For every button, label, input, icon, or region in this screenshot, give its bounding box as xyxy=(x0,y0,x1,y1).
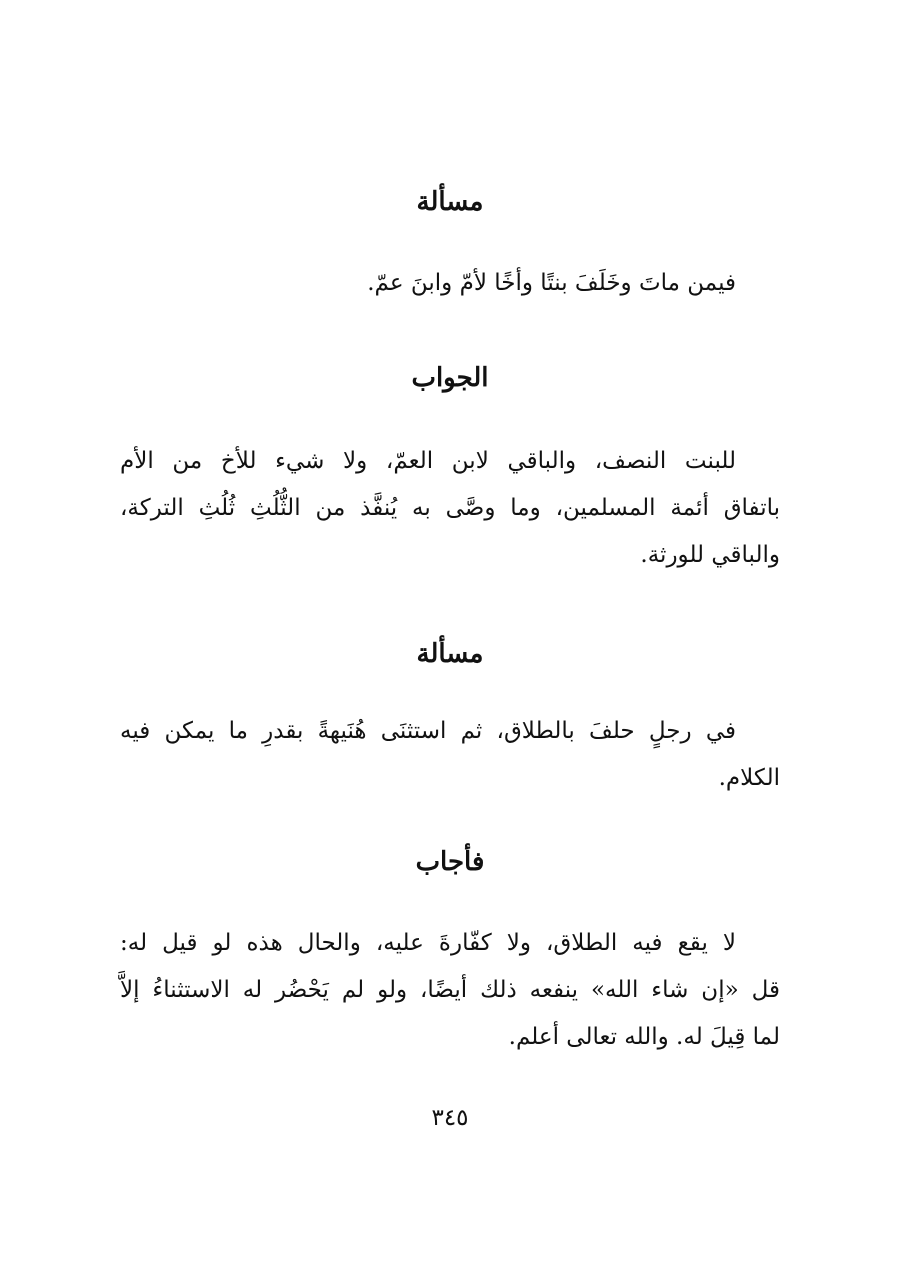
answer-1-paragraph xyxy=(120,438,780,579)
paragraph-line: للبنت النصف، والباقي لابن العمّ، ولا شيء للأخ من الأم xyxy=(120,448,736,474)
paragraph-line: لما قِيلَ له. والله تعالى أعلم. xyxy=(508,1024,780,1050)
question-1-paragraph xyxy=(120,260,780,307)
paragraph-line: فيمن ماتَ وخَلَفَ بنتًا وأخًا لأمّ وابنَ عمّ. xyxy=(367,270,736,296)
answer-2-paragraph xyxy=(120,920,780,1061)
paragraph-line: والباقي للورثة. xyxy=(640,542,780,568)
question-2-paragraph xyxy=(120,708,780,802)
paragraph-line: الكلام. xyxy=(718,765,780,791)
paragraph-line: لا يقع فيه الطلاق، ولا كفّارةَ عليه، والحال هذه لو قيل له: xyxy=(120,930,736,956)
section-heading-question-2: مسألة xyxy=(416,639,484,669)
page-number: ٣٤٥ xyxy=(431,1105,469,1131)
paragraph-line: في رجلٍ حلفَ بالطلاق، ثم استثنَى هُنَيهةً بقدرِ ما يمكن فيه xyxy=(120,718,736,744)
section-heading-answer-2: فأجاب xyxy=(415,847,485,877)
paragraph-line: قل «إن شاء الله» ينفعه ذلك أيضًا، ولو لم يَحْضُر له الاستثناءُ إلاَّ xyxy=(120,977,780,1003)
section-heading-question-1: مسألة xyxy=(416,187,484,217)
section-heading-answer-1: الجواب xyxy=(411,363,489,393)
paragraph-line: باتفاق أئمة المسلمين، وما وصَّى به يُنفَّذ من الثُّلُثِ ثُلُثِ التركة، xyxy=(120,495,780,521)
